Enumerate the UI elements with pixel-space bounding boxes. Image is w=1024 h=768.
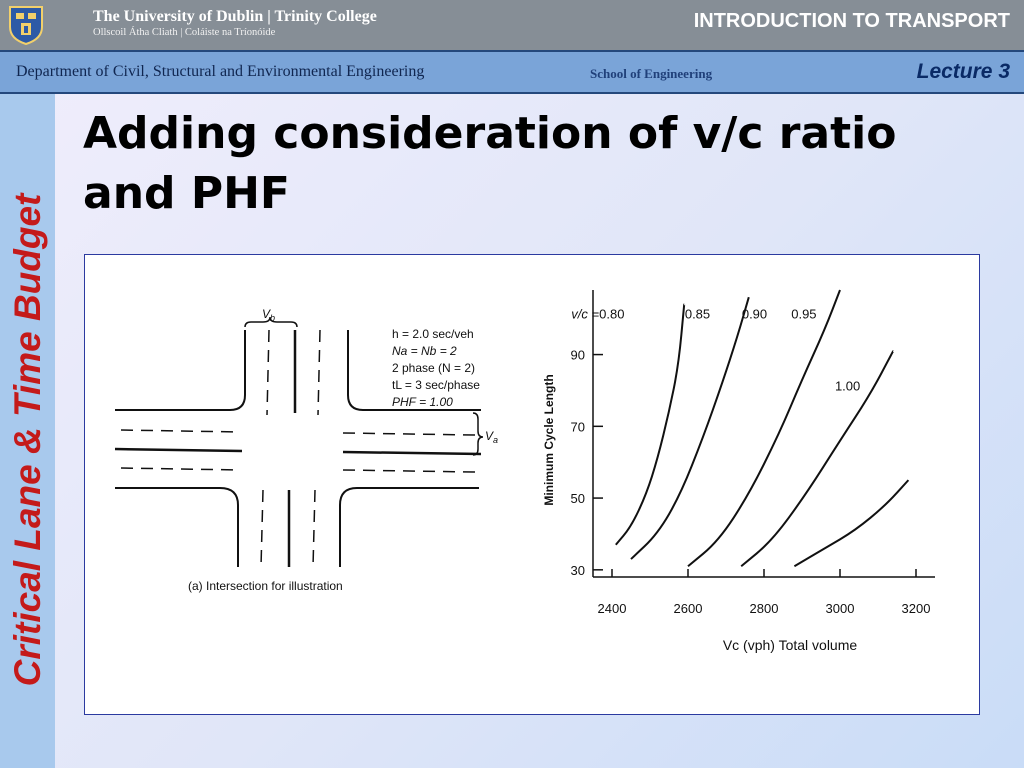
university-irish-name: Ollscoil Átha Cliath | Coláiste na Tríonóide xyxy=(93,27,276,38)
lane-marking xyxy=(343,470,475,472)
university-name: The University of Dublin | Trinity College xyxy=(93,8,377,25)
lane-marking xyxy=(121,468,241,470)
parameter-list xyxy=(392,327,480,409)
label-va: $V_a$ xyxy=(485,429,499,445)
y-tick-label: 90 xyxy=(570,347,585,363)
lane-marking xyxy=(318,330,320,415)
department-banner xyxy=(0,50,1024,94)
school-name: School of Engineering xyxy=(590,66,713,81)
figure-panel xyxy=(84,254,980,715)
figure-canvas xyxy=(85,255,981,716)
series-line-0-90 xyxy=(688,290,840,566)
university-banner xyxy=(0,0,1024,50)
lane-marking xyxy=(313,490,315,567)
y-axis-label: Minimum Cycle Length xyxy=(542,374,556,506)
crest-icon xyxy=(8,5,44,45)
lane-marking xyxy=(121,430,241,432)
course-title: INTRODUCTION TO TRANSPORT xyxy=(693,10,1010,32)
param-lost-time: tL = 3 sec/phase xyxy=(392,378,480,392)
series-line-0-80 xyxy=(616,304,684,544)
cycle-length-chart xyxy=(542,290,935,653)
x-tick-label: 2800 xyxy=(749,601,779,616)
diagram-caption: (a) Intersection for illustration xyxy=(188,579,343,593)
label-vb: $V_b$ xyxy=(262,307,276,323)
x-tick-label: 3200 xyxy=(901,601,931,616)
department-name: Department of Civil, Structural and Environmental Engineering xyxy=(16,63,425,80)
curb-top-left xyxy=(115,330,245,410)
y-tick-label: 50 xyxy=(570,491,585,507)
brace-va xyxy=(473,413,483,455)
sidebar-label: Critical Lane & Time Budget xyxy=(7,193,48,687)
curb-bottom-right xyxy=(340,488,479,567)
param-phf: PHF = 1.00 xyxy=(392,395,453,409)
curb-bottom-left xyxy=(115,488,238,567)
lecture-label: Lecture 3 xyxy=(916,60,1010,83)
series-label: v/c =0.80 xyxy=(571,306,625,322)
series-label: 0.95 xyxy=(791,306,817,322)
y-tick-label: 70 xyxy=(570,419,585,435)
center-line xyxy=(343,452,481,454)
y-tick-label: 30 xyxy=(570,562,585,578)
lane-marking xyxy=(267,330,269,415)
slide-title: Adding consideration of v/c ratio and PHF xyxy=(83,108,897,219)
param-phases: 2 phase (N = 2) xyxy=(392,361,476,375)
series-line-1-00 xyxy=(794,480,908,566)
param-lanes: Na = Nb = 2 xyxy=(392,344,457,358)
lane-marking xyxy=(343,433,475,435)
x-tick-label: 2600 xyxy=(673,601,703,616)
series-label: 0.90 xyxy=(741,306,768,322)
series-line-0-95 xyxy=(741,351,893,566)
param-headway: h = 2.0 sec/veh xyxy=(392,327,474,341)
x-tick-label: 2400 xyxy=(597,601,627,616)
series-label: 1.00 xyxy=(834,378,861,394)
x-axis-label: Vc (vph) Total volume xyxy=(722,637,858,653)
lane-marking xyxy=(261,490,263,567)
x-tick-label: 3000 xyxy=(825,601,855,616)
series-label: 0.85 xyxy=(684,306,711,322)
center-line xyxy=(115,449,242,451)
